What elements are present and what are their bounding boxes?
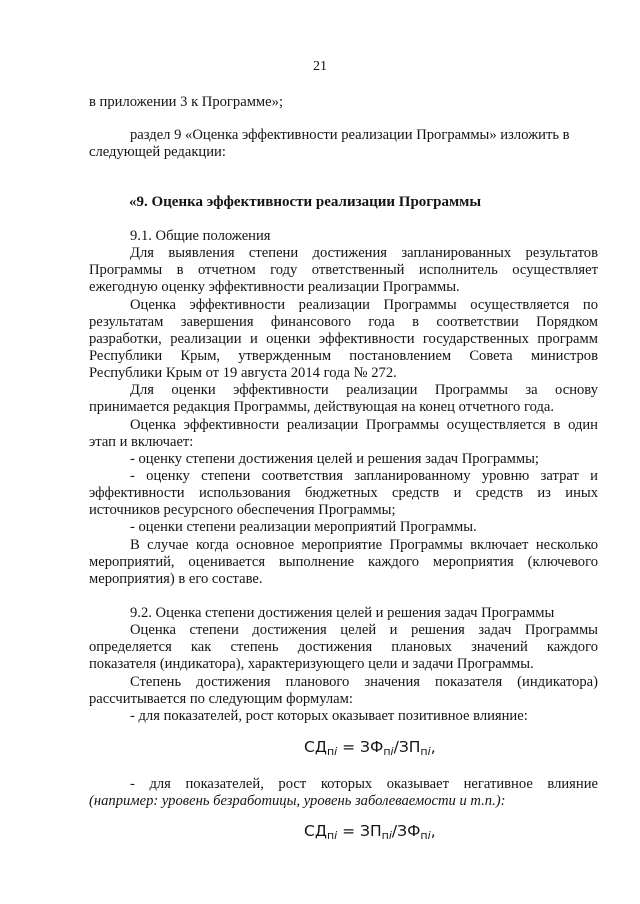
text-line: рассчитывается по следующим формулам: — [89, 691, 353, 707]
text-line: мероприятий, оценивается выполнение каждого мероприятия (ключевого — [89, 554, 598, 570]
text-line: разработки, реализации и оценки эффективности государственных программ — [89, 331, 598, 347]
text-line: результатам завершения финансового года в соответствии Порядком — [89, 314, 598, 330]
text-line: В случае когда основное мероприятие Программы включает несколько — [130, 537, 598, 553]
subsection-title: 9.2. Оценка степени достижения целей и решения задач Программы — [130, 605, 555, 621]
text-line: раздел 9 «Оценка эффективности реализации Программы» изложить в — [130, 127, 570, 143]
text-line: этап и включает: — [89, 434, 194, 450]
list-item: - для показателей, рост которых оказывает позитивное влияние: — [130, 708, 528, 724]
text-line: источников ресурсного обеспечения Программы; — [89, 502, 396, 518]
list-item: - для показателей, рост которых оказывает негативное влияние — [130, 776, 598, 792]
text-line: Для выявления степени достижения запланированных результатов — [130, 245, 598, 261]
text-line: Степень достижения планового значения показателя (индикатора) — [130, 674, 598, 690]
formula-positive: $СД_{пi} = ЗФ_{пi}/ЗП_{пi}$, — [304, 738, 436, 758]
text-line: эффективности использования бюджетных средств и средств из иных — [89, 485, 598, 501]
text-line: следующей редакции: — [89, 144, 226, 160]
list-item: - оценку степени достижения целей и решения задач Программы; — [130, 451, 539, 467]
list-item: - оценки степени реализации мероприятий Программы. — [130, 519, 477, 535]
text-line: Оценка эффективности реализации Программы осуществляется по — [130, 297, 598, 313]
list-item: - оценку степени соответствия запланированному уровню затрат и — [130, 468, 598, 484]
text-line: Республики Крым от 19 августа 2014 года № 272. — [89, 365, 397, 381]
text-line: Оценка эффективности реализации Программы осуществляется в один — [130, 417, 598, 433]
section-heading: «9. Оценка эффективности реализации Программы — [129, 194, 482, 210]
text-line: Республики Крым, утвержденным постановлением Совета министров — [89, 348, 598, 364]
subsection-title: 9.1. Общие положения — [130, 228, 271, 244]
text-line: Для оценки эффективности реализации Программы за основу — [130, 382, 598, 398]
text-line: показателя (индикатора), характеризующего цели и задачи Программы. — [89, 656, 534, 672]
text-line: (например: уровень безработицы, уровень заболеваемости и т.п.): — [89, 793, 506, 809]
page-number: 21 — [313, 59, 327, 74]
text-line: принимается редакция Программы, действующая на конец отчетного года. — [89, 399, 555, 415]
text-line: в приложении 3 к Программе»; — [89, 94, 283, 110]
text-line: ежегодную оценку эффективности реализации Программы. — [89, 279, 460, 295]
text-line: мероприятия) в его составе. — [89, 571, 263, 587]
formula-negative: $СД_{пi} = ЗП_{пi}/ЗФ_{пi}$, — [304, 822, 436, 842]
text-line: Оценка степени достижения целей и решения задач Программы — [130, 622, 598, 638]
text-line: определяется как степень достижения плановых значений каждого — [89, 639, 598, 655]
text-line: Программы в отчетном году ответственный исполнитель осуществляет — [89, 262, 598, 278]
